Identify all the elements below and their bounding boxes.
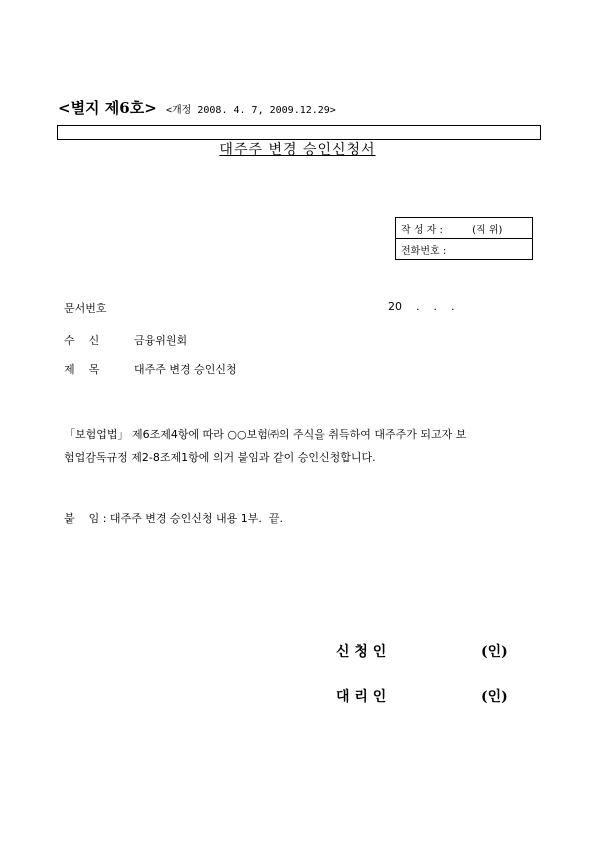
position-label: (직 위) — [472, 224, 503, 236]
body-paragraph — [64, 423, 466, 469]
title-container — [0, 139, 595, 159]
author-table — [395, 217, 533, 260]
date-field: 20 . . . — [388, 300, 455, 313]
top-box — [57, 125, 541, 140]
author-label: 작 성 자 : — [401, 224, 443, 236]
subject-label: 제 목 — [64, 363, 100, 376]
author-cell — [396, 218, 533, 239]
phone-cell — [396, 239, 533, 260]
agent-label: 대 리 인 — [336, 689, 387, 705]
body-line-1: 「보험업법」 제6조제4항에 따라 ○○보험㈜의 주식을 취득하여 대주주가 되고자 보 — [64, 428, 467, 441]
recipient-value: 금융위원회 — [134, 334, 188, 347]
document-title: 대주주 변경 승인신청서 — [219, 142, 376, 158]
agent-seal: (인) — [481, 689, 508, 705]
recipient-label: 수 신 — [64, 334, 100, 347]
applicant-label: 신 청 인 — [336, 644, 387, 660]
body-line-2: 험업감독규정 제2-8조제1항에 의거 붙임과 같이 승인신청합니다. — [64, 451, 376, 464]
attachment-line: 붙 임 : 대주주 변경 승인신청 내용 1부. 끝. — [64, 512, 284, 525]
subject-value: 대주주 변경 승인신청 — [134, 363, 237, 376]
phone-label: 전화번호 : — [401, 245, 447, 257]
applicant-seal: (인) — [481, 644, 508, 660]
doc-number-label: 문서번호 — [64, 302, 107, 315]
revision-note: <개정 2008. 4. 7, 2009.12.29> — [166, 105, 336, 116]
form-number: <별지 제6호> — [58, 99, 157, 117]
